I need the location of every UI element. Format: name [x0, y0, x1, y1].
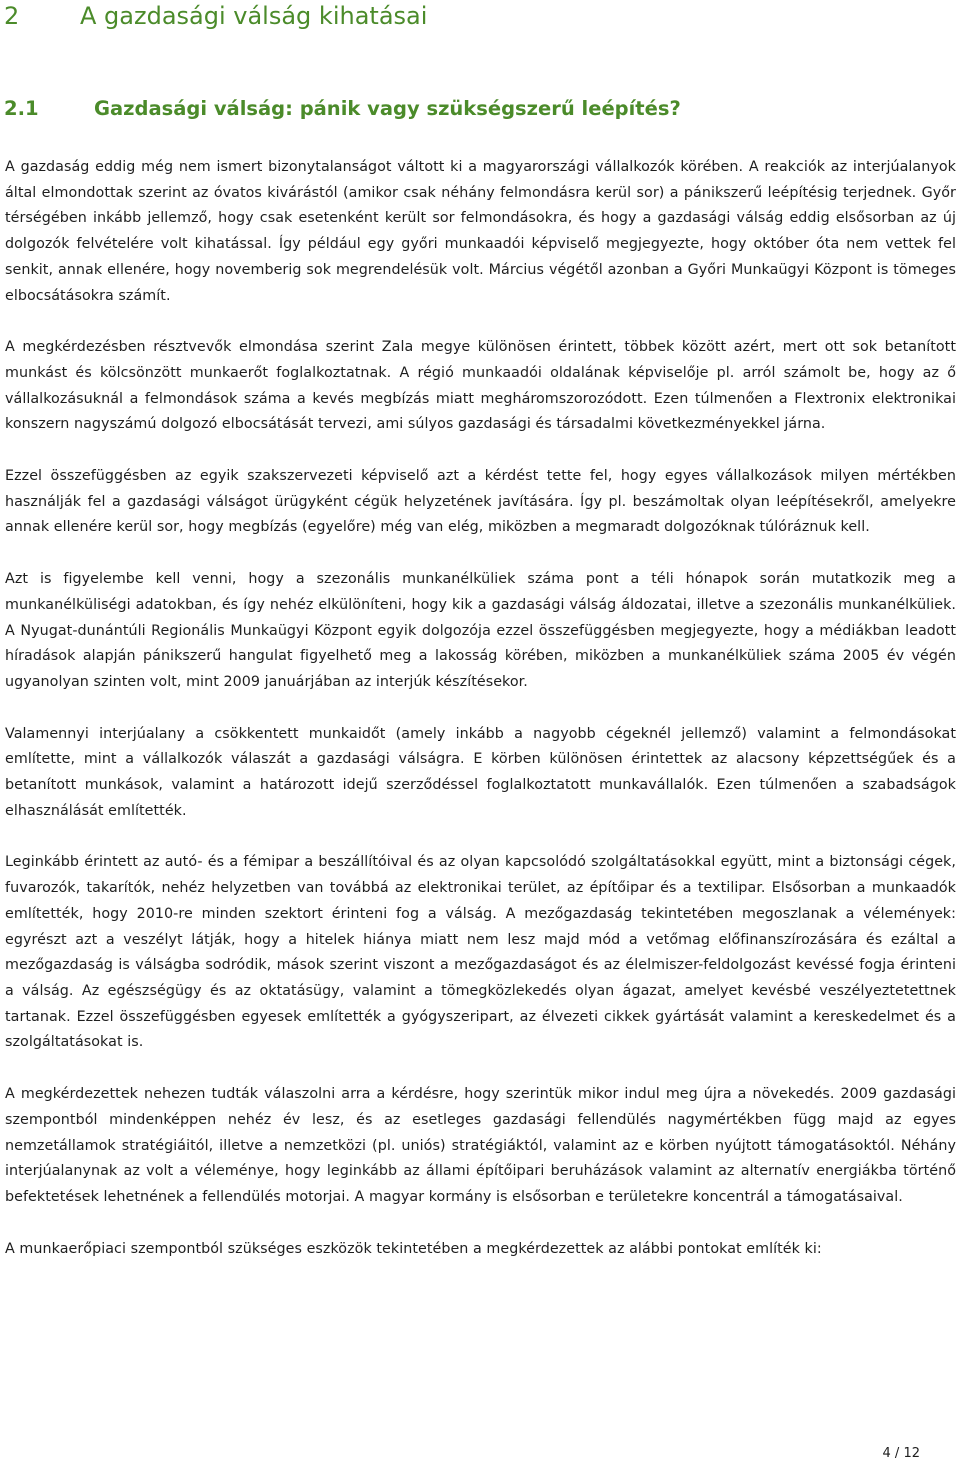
paragraph-2: A megkérdezésben résztvevők elmondása szerint Zala megye különösen érintett, többek között azért, mert ott sok betanított munkást és kölcsönzött munkaerőt foglalkoztatnak. A régió munkaadói oldalának képviselője pl. arról számolt be, hogy az ő vállalkozásuknál a felmondások száma a kevés megbízás miatt megháromszorozódott. Ezen túlmenően a Flextronix elektronikai konszern nagyszámú dolgozó elbocsátását tervezi, ami súlyos gazdasági és társadalmi következményekkel járna.	[5, 339, 956, 433]
section-number: 2	[4, 2, 20, 30]
page-number: 4 / 12	[882, 1446, 920, 1461]
section-title: A gazdasági válság kihatásai	[80, 2, 428, 30]
paragraph-7: A megkérdezettek nehezen tudták válaszolni arra a kérdésre, hogy szerintük mikor indul meg újra a növekedés. 2009 gazdasági szempontból mindenképpen nehéz év lesz, és az esetleges gazdasági fellendülés nagymértékben függ majd az egyes nemzetállamok stratégiáitól, illetve a nemzetközi (pl. uniós) stratégiáktól, valamint az e körben nyújtott támogatásoktól. Néhány interjúalanynak az volt a véleménye, hogy leginkább az állami építőipari beruházások valamint az alternatív energiákba történő befektetések lehetnének a fellendülés motorjai. A magyar kormány is elsősorban e területekre koncentrál a támogatásaival.	[5, 1086, 956, 1205]
paragraph-6: Leginkább érintett az autó- és a fémipar a beszállítóival és az olyan kapcsolódó szolgáltatásokkal együtt, mint a biztonsági cégek, fuvarozók, takarítók, nehéz helyzetben van továbbá az elektronikai terület, az építőipar és a textilipar. Elsősorban a munkaadók említették, hogy 2010-re minden szektort érinteni fog a válság. A mezőgazdaság tekintetében megoszlanak a vélemények: egyrészt azt a veszélyt látják, hogy a hitelek hiánya miatt nem lesz majd mód a vetőmag előfinanszírozására és ezáltal a mezőgazdaság is válságba sodródik, mások szerint viszont a mezőgazdaságot és az élelmiszer-feldolgozást kevéssé fogja érinteni a válság. Az egészségügy és az oktatásügy, valamint a tömegközlekedés olyan ágazat, amelyet kevésbé veszélyeztetettnek tartanak. Ezzel összefüggésben egyesek említették a gyógyszeripart, az élvezeti cikkek gyártását valamint a kereskedelmet és a szolgáltatásokat is.	[5, 854, 956, 1051]
section-heading	[4, 0, 427, 32]
subsection-heading	[4, 94, 681, 124]
paragraph-3: Ezzel összefüggésben az egyik szakszervezeti képviselő azt a kérdést tette fel, hogy egyes vállalkozások milyen mértékben használják fel a gazdasági válságot ürügyként cégük helyzetének javítására. Így pl. beszámoltak olyan leépítésekről, amelyekre annak ellenére kerül sor, hogy megbízás (egyelőre) még van elég, miközben a megmaradt dolgozóknak túlóráznuk kell.	[5, 468, 956, 536]
paragraph-1: A gazdaság eddig még nem ismert bizonytalanságot váltott ki a magyarországi vállalkozók körében. A reakciók az interjúalanyok által elmondottak szerint az óvatos kivárástól (amikor csak néhány felmondásra kerül sor) a pánikszerű leépítésig terjednek. Győr térségében inkább jellemző, hogy csak esetenként került sor felmondásokra, és hogy a gazdasági válság eddig elsősorban az új dolgozók felvételére volt kihatással. Így például egy győri munkaadói képviselő megjegyezte, hogy október óta nem vettek fel senkit, annak ellenére, hogy novemberig sok megrendelésük volt. Március végétől azonban a Győri Munkaügyi Központ is tömeges elbocsátásokra számít.	[5, 159, 956, 304]
paragraph-5: Valamennyi interjúalany a csökkentett munkaidőt (amely inkább a nagyobb cégeknél jellemző) valamint a felmondásokat említette, mint a vállalkozók válaszát a gazdasági válságra. E körben különösen érintettek az alacsony képzettségűek és a betanított munkások, valamint a határozott idejű szerződéssel foglalkoztatott munkavállalók. Ezen túlmenően a szabadságok elhasználását említették.	[5, 725, 956, 819]
subsection-title: Gazdasági válság: pánik vagy szükségszerű leépítés?	[94, 97, 681, 120]
body-text	[5, 155, 956, 1288]
subsection-number: 2.1	[4, 97, 39, 120]
paragraph-4: Azt is figyelembe kell venni, hogy a szezonális munkanélküliek száma pont a téli hónapok során mutatkozik meg a munkanélküliségi adatokban, és így nehéz elkülöníteni, hogy kik a gazdasági válság áldozatai, illetve a szezonális munkanélküliek. A Nyugat-dunántúli Regionális Munkaügyi Központ egyik dolgozója ezzel összefüggésben megjegyezte, hogy a médiákban leadott híradások alapján pánikszerű hangulat figyelhető meg a lakosság körében, miközben a munkanélküliek száma 2005 év végén ugyanolyan szinten volt, mint 2009 januárjában az interjúk készítésekor.	[5, 571, 956, 690]
paragraph-8: A munkaerőpiaci szempontból szükséges eszközök tekintetében a megkérdezettek az alábbi pontokat említék ki:	[5, 1240, 822, 1257]
